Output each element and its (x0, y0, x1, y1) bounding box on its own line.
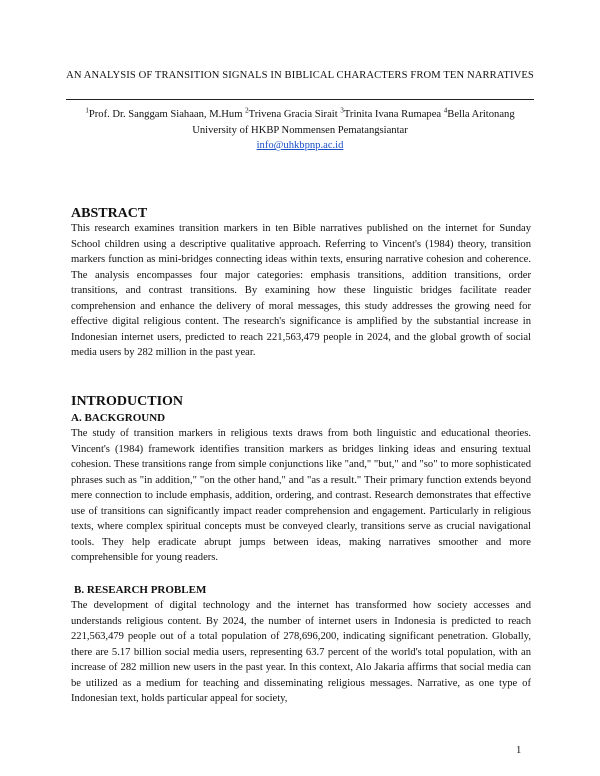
page-number: 1 (516, 745, 522, 756)
paper-title: AN ANALYSIS OF TRANSITION SIGNALS IN BIBLICAL CHARACTERS FROM TEN NARRATIVES (66, 70, 534, 81)
email-link[interactable]: info@uhkbpnp.ac.id (256, 140, 344, 152)
research-problem-heading: B. RESEARCH PROBLEM (74, 584, 207, 596)
author-4-name: Bella Aritonang (447, 109, 515, 120)
abstract-heading: ABSTRACT (71, 206, 148, 221)
background-text: The study of transition markers in religious texts draws from both linguistic and educational theories. Vincent's (1984) framework identifies transition markers as bridges linking ideas and ensuring textual cohesion. These transitions range from simple conjunctions like "and," "but," and "so" to more sophisticated phrases such as "in addition," "on the other hand," and "as a result." Their primary function extends beyond mere connection to include emphasis, addition, ordering, and contrast. Research demonstrates that effective use of transitions can significantly impact reader comprehension and engagement. Particularly in religious texts, where complex spiritual concepts must be conveyed clearly, transitions serve as crucial navigational tools. They help eradicate abrupt jumps between ideas, making narratives smoother and more comprehensible for young readers. (71, 428, 531, 564)
author-list (70, 107, 530, 123)
title-underline (66, 99, 534, 100)
affiliation: University of HKBP Nommensen Pematangsiantar (192, 124, 408, 136)
author-1-name: Prof. Dr. Sanggam Siahaan, M.Hum (88, 109, 243, 120)
introduction-heading: INTRODUCTION (71, 394, 184, 409)
author-block (70, 107, 530, 154)
author-3-name: Trinita Ivana Rumapea (343, 109, 442, 120)
author-3-number: 3 (340, 106, 344, 115)
background-heading: A. BACKGROUND (71, 412, 166, 424)
author-4-number: 4 (443, 106, 448, 115)
author-2-number: 2 (245, 106, 249, 115)
author-1-number: 1 (85, 106, 89, 115)
abstract-text: This research examines transition markers in ten Bible narratives published on the internet for Sunday School children using a descriptive qualitative approach. Referring to Vincent's (1984) theory, transition markers function as mini-bridges connecting ideas within texts, ensuring narrative cohesion and coherence. The analysis encompasses four major categories: emphasis transitions, addition transitions, order transitions, and contrast transitions. By examining how these linguistic bridges facilitate reader comprehension and enhance the delivery of moral messages, this study addresses the growing need for effective digital religious content. The research's significance is amplified by the substantial increase in Indonesian internet users, predicted to reach 221,563,479 people in 2024, and the global growth of social media users by 282 million in the past year. (71, 223, 531, 359)
author-2-name: Trivena Gracia Sirait (248, 109, 338, 120)
research-problem-text: The development of digital technology and the internet has transformed how society accesses and understands religious content. By 2024, the number of internet users in Indonesia is predicted to reach 221,563,479 people out of a total population of 278,696,200, indicating significant penetration. Globally, there are 5.17 billion social media users, representing 63.7 percent of the world's total population, with an increase of 282 million new users in the past year. In this context, Alo Jakaria affirms that social media can be utilized as a medium for teaching and disseminating religious messages. Narrative, as one type of Indonesian text, holds particular appeal for society, (71, 600, 531, 705)
